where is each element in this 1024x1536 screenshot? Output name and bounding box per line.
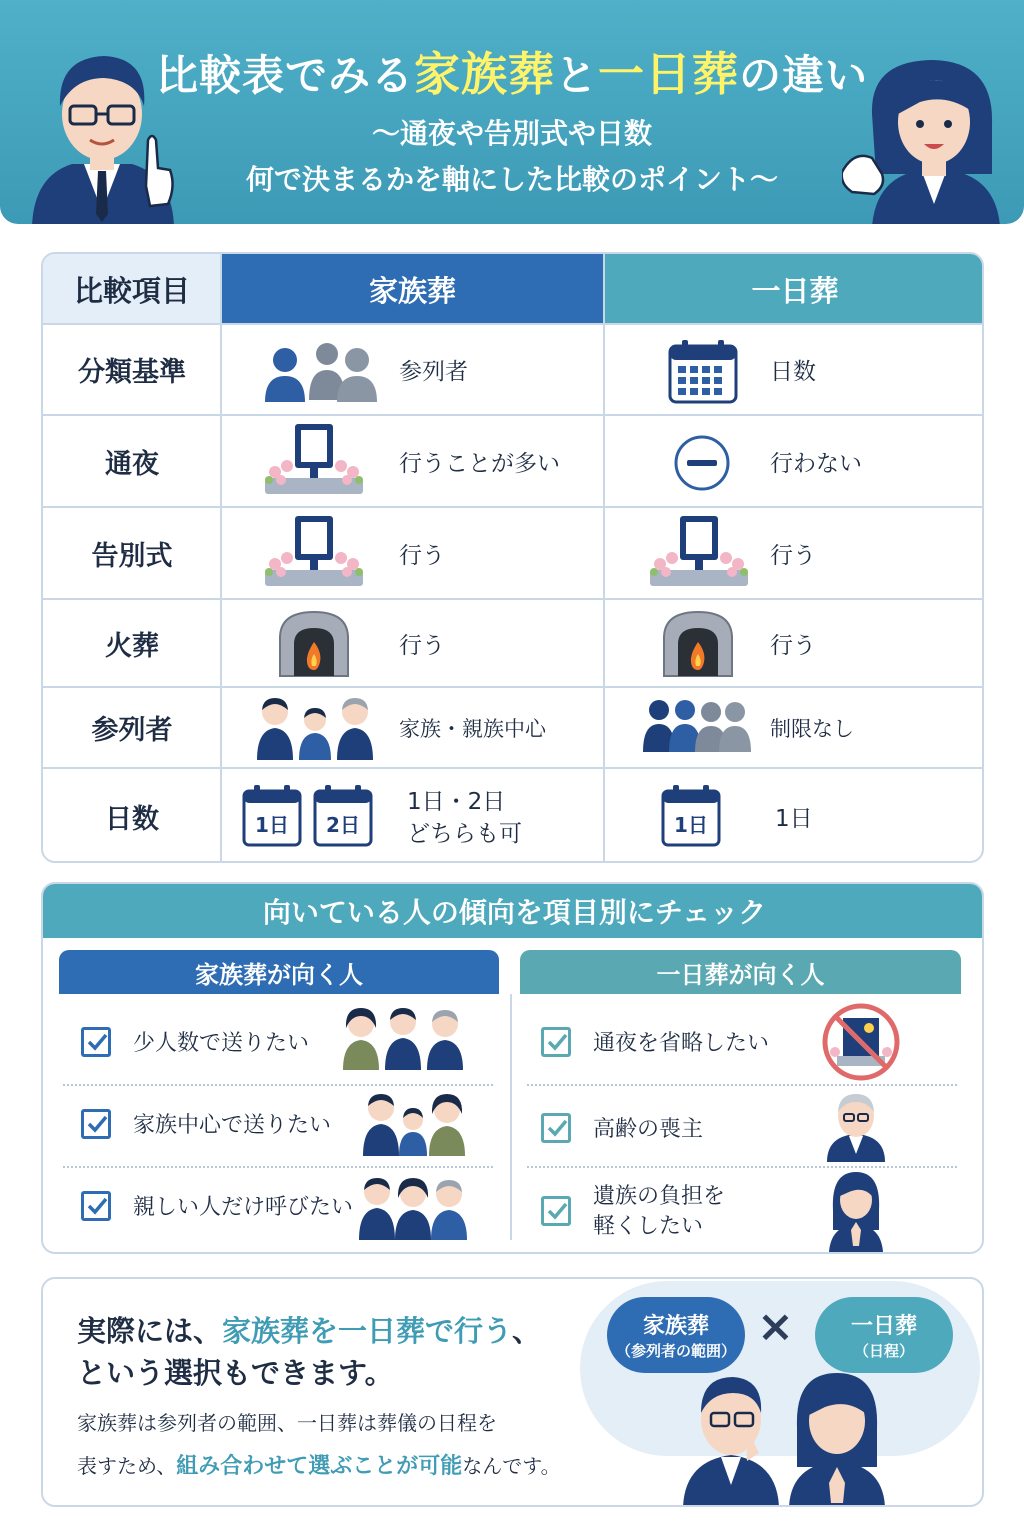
row-label-days: 日数 (105, 803, 159, 835)
family-trio-icon (341, 1006, 465, 1070)
calendar-label: 1日 (255, 813, 289, 837)
comparison-table (41, 252, 984, 863)
cell-ichinichi-criteria: 日数 (770, 358, 816, 385)
kazoku-pill-label: 家族葬 (642, 1314, 709, 1339)
people-group-icon (643, 700, 751, 752)
ichinichi-pill-label: 一日葬 (850, 1314, 917, 1339)
summary-line-1-suffix: 、 (512, 1314, 542, 1348)
cell-ichinichi-days: 1日 (775, 805, 813, 832)
check-item (81, 1026, 309, 1057)
check-item (541, 1026, 769, 1057)
row-label-attendees: 参列者 (91, 715, 173, 746)
cell-kazoku-farewell: 行う (399, 542, 445, 569)
dotted-divider (63, 1166, 493, 1168)
check-item (81, 1108, 331, 1139)
minus-circle-icon (673, 434, 731, 492)
row-label-farewell: 告別式 (91, 540, 173, 572)
no-wake-icon (819, 1000, 903, 1084)
times-symbol: × (757, 1301, 794, 1352)
column-divider (510, 994, 512, 1240)
check-section-title: 向いている人の傾向を項目別にチェック (43, 884, 984, 938)
cell-kazoku-days (407, 786, 522, 850)
title-kazoku: 家族葬 (413, 47, 555, 101)
row-label-criteria: 分類基準 (78, 356, 186, 388)
check-item-label: 通夜を省略したい (593, 1031, 770, 1056)
cell-ichinichi-attendees: 制限なし (770, 716, 854, 741)
woman-presenting-icon (842, 54, 1012, 224)
calendar-1-day-icon (660, 783, 722, 847)
checkbox-icon (541, 1027, 571, 1057)
check-item-label: 高齢の喪主 (593, 1117, 704, 1142)
header-kazoku-cell: 家族葬 (221, 254, 604, 324)
checkbox-icon (81, 1191, 111, 1221)
checkbox-icon (81, 1109, 111, 1139)
woman-praying-icon (785, 1367, 889, 1507)
summary-highlight: 家族葬を一日葬で行う (222, 1314, 513, 1348)
cell-ichinichi-farewell: 行う (770, 542, 816, 569)
check-item (541, 1112, 703, 1143)
checkbox-icon (81, 1027, 111, 1057)
check-item (81, 1190, 353, 1221)
summary-line-4-suffix: なんです。 (462, 1454, 561, 1478)
check-item-label: 遺族の負担を (593, 1184, 726, 1209)
ichinichi-pill-sub: （日程） (853, 1342, 914, 1360)
cremation-furnace-icon (660, 608, 736, 678)
ichinichi-suitable-heading: 一日葬が向く人 (520, 950, 961, 994)
calendar-label: 2日 (326, 813, 360, 837)
man-pointing-icon (22, 36, 182, 224)
summary-line-2: という選択もできます。 (77, 1356, 394, 1390)
dotted-divider (527, 1084, 957, 1086)
check-item-label: 親しい人だけ呼びたい (133, 1195, 354, 1220)
check-item-label: 家族中心で送りたい (133, 1113, 332, 1138)
people-group-icon (265, 342, 377, 402)
title-suffix: の違い (739, 51, 869, 100)
header-banner (0, 0, 1024, 224)
header-ichinichi-cell: 一日葬 (604, 254, 984, 324)
family-trio-icon (361, 1092, 467, 1156)
summary-box (41, 1277, 984, 1507)
dotted-divider (527, 1166, 957, 1168)
summary-line-1-prefix: 実際には、 (77, 1314, 223, 1348)
summary-line-4-prefix: 表すため、 (77, 1454, 177, 1478)
cell-kazoku-wake: 行うことが多い (399, 450, 560, 477)
cell-kazoku-attendees: 家族・親族中心 (399, 716, 546, 741)
cell-kazoku-days-line2: どちらも可 (407, 821, 522, 847)
cell-ichinichi-wake: 行わない (770, 450, 862, 477)
table-divider (603, 254, 605, 863)
header-item-cell: 比較項目 (43, 254, 221, 324)
altar-icon (261, 420, 367, 498)
thought-bubble-icon (643, 1429, 683, 1453)
title-ichinichi: 一日葬 (598, 47, 739, 101)
calendar-2-day-icon (313, 783, 373, 847)
subtitle-line-1: 〜通夜や告別式や日数 (371, 117, 652, 150)
praying-woman-icon (827, 1170, 885, 1252)
family-icon (255, 696, 375, 760)
dotted-divider (63, 1084, 493, 1086)
row-label-cremation: 火葬 (105, 630, 159, 662)
ichinichi-pill (815, 1297, 953, 1373)
summary-line-4 (77, 1449, 561, 1480)
summary-line-3: 家族葬は参列者の範囲、一日葬は葬儀の日程を (77, 1411, 497, 1435)
kazoku-pill-sub: （参列者の範囲） (615, 1342, 736, 1360)
checkbox-icon (541, 1113, 571, 1143)
check-item-label: 少人数で送りたい (133, 1031, 310, 1056)
kazoku-suitable-heading: 家族葬が向く人 (59, 950, 499, 994)
cell-kazoku-days-line1: 1日・2日 (407, 789, 506, 815)
cell-kazoku-criteria: 参列者 (399, 358, 468, 385)
check-item (541, 1182, 725, 1242)
calendar-1-day-icon (242, 783, 302, 847)
title-prefix: 比較表でみる (155, 51, 414, 100)
title-to: と (554, 51, 598, 100)
calendar-label: 1日 (674, 813, 708, 837)
row-label-wake: 通夜 (105, 448, 159, 480)
thought-bubble-icon (891, 1427, 931, 1451)
checkbox-icon (541, 1196, 571, 1226)
cell-kazoku-cremation: 行う (399, 632, 445, 659)
altar-icon (261, 512, 367, 590)
check-item-label: 軽くしたい (593, 1214, 704, 1239)
subtitle-line-2: 何で決まるかを軸にした比較のポイント〜 (245, 163, 778, 196)
elderly-man-icon (825, 1092, 887, 1162)
summary-line-1 (77, 1309, 541, 1350)
check-section (41, 882, 984, 1254)
cremation-furnace-icon (276, 608, 352, 678)
altar-icon (646, 512, 752, 590)
family-trio-icon (357, 1176, 469, 1240)
calendar-icon (668, 338, 738, 404)
man-thinking-icon (681, 1361, 781, 1507)
cell-ichinichi-cremation: 行う (770, 632, 816, 659)
summary-line-4-highlight: 組み合わせて選ぶことが可能 (176, 1454, 463, 1479)
